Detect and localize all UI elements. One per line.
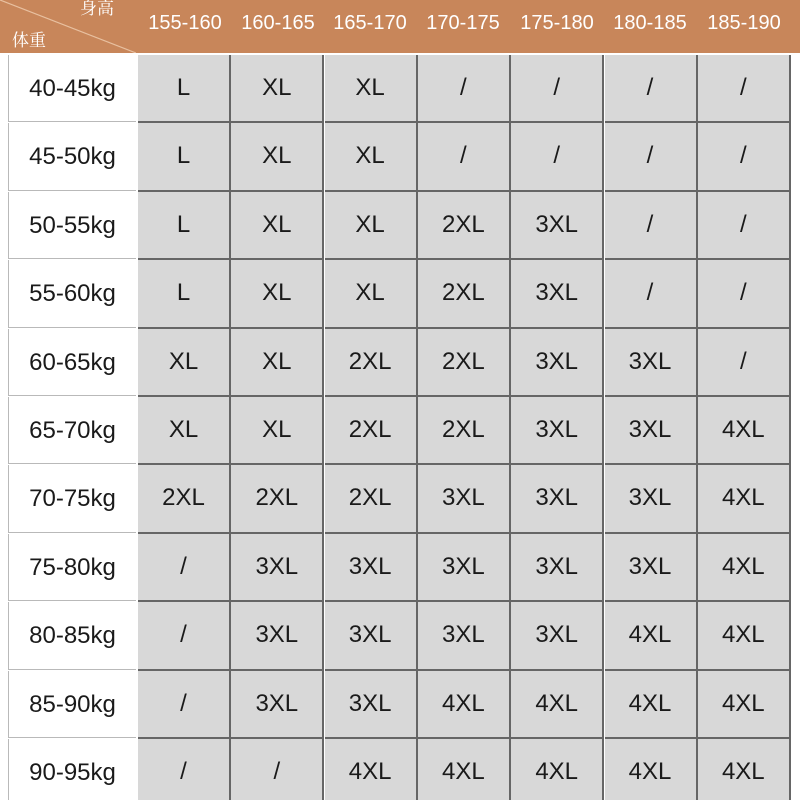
size-cell: 3XL [231, 534, 324, 602]
size-cell: / [605, 192, 698, 260]
height-header: 155-160 [148, 12, 222, 34]
table-row [0, 192, 800, 260]
size-cell: / [605, 55, 698, 123]
size-cell: XL [325, 55, 418, 123]
table-row [0, 671, 800, 739]
height-header: 185-190 [707, 12, 781, 34]
size-cell: 3XL [511, 534, 604, 602]
size-cell: 4XL [698, 671, 791, 739]
size-cell: L [138, 55, 231, 123]
size-cell: / [605, 123, 698, 191]
weight-label: 65-70kg [8, 397, 136, 464]
weight-label: 45-50kg [8, 123, 136, 190]
table-row [0, 397, 800, 465]
size-cell: 2XL [231, 465, 324, 533]
size-cell: 4XL [698, 602, 791, 670]
size-cell: L [138, 192, 231, 260]
size-cell: 4XL [605, 739, 698, 800]
size-cell: / [698, 192, 791, 260]
size-cell: 4XL [325, 739, 418, 800]
size-cell: XL [231, 55, 324, 123]
size-cell: 4XL [698, 465, 791, 533]
size-cell: / [138, 671, 231, 739]
table-row [0, 465, 800, 533]
weight-label: 75-80kg [8, 534, 136, 601]
weight-label: 55-60kg [8, 260, 136, 327]
height-axis-label: 身高 [80, 0, 114, 19]
weight-axis-label: 体重 [12, 31, 46, 51]
size-cell: 2XL [418, 192, 511, 260]
size-cell: / [511, 123, 604, 191]
size-cell: 4XL [698, 397, 791, 465]
size-cell: 4XL [418, 739, 511, 800]
size-cell: 2XL [138, 465, 231, 533]
size-cell: / [605, 260, 698, 328]
size-cell: 3XL [605, 465, 698, 533]
size-cell: 2XL [325, 329, 418, 397]
size-cell: 3XL [511, 192, 604, 260]
header-row [0, 0, 800, 53]
size-cell: 3XL [325, 671, 418, 739]
height-header: 165-170 [333, 12, 407, 34]
size-cell: 3XL [511, 465, 604, 533]
size-cell: XL [231, 329, 324, 397]
size-cell: 3XL [511, 260, 604, 328]
table-row [0, 739, 800, 800]
size-cell: / [698, 123, 791, 191]
size-cell: XL [325, 192, 418, 260]
size-cell: 4XL [511, 739, 604, 800]
size-cell: L [138, 123, 231, 191]
table-row [0, 534, 800, 602]
size-cell: 3XL [418, 602, 511, 670]
weight-label: 70-75kg [8, 465, 136, 532]
height-header: 170-175 [426, 12, 500, 34]
size-cell: / [698, 260, 791, 328]
size-cell: 4XL [605, 602, 698, 670]
size-cell: XL [231, 260, 324, 328]
size-cell: XL [138, 329, 231, 397]
weight-label: 40-45kg [8, 55, 136, 122]
weight-label: 50-55kg [8, 192, 136, 259]
size-cell: 4XL [698, 739, 791, 800]
size-cell: XL [231, 192, 324, 260]
size-cell: / [418, 55, 511, 123]
size-cell: 3XL [605, 397, 698, 465]
size-cell: XL [231, 123, 324, 191]
size-cell: 2XL [325, 397, 418, 465]
weight-label: 90-95kg [8, 739, 136, 800]
size-cell: / [138, 534, 231, 602]
height-header: 175-180 [520, 12, 594, 34]
weight-label: 80-85kg [8, 602, 136, 669]
size-cell: 3XL [605, 534, 698, 602]
table-row [0, 55, 800, 123]
size-cell: 3XL [511, 329, 604, 397]
size-cell: XL [138, 397, 231, 465]
size-cell: 2XL [418, 329, 511, 397]
size-cell: / [138, 739, 231, 800]
size-cell: 3XL [325, 602, 418, 670]
size-cell: / [698, 329, 791, 397]
table-row [0, 329, 800, 397]
size-cell: 3XL [325, 534, 418, 602]
size-cell: 2XL [325, 465, 418, 533]
table-row [0, 123, 800, 191]
size-cell: XL [231, 397, 324, 465]
size-cell: 2XL [418, 260, 511, 328]
size-grid [0, 55, 800, 800]
size-cell: 3XL [231, 602, 324, 670]
size-cell: 3XL [231, 671, 324, 739]
size-cell: 3XL [418, 465, 511, 533]
size-cell: / [418, 123, 511, 191]
size-cell: 4XL [418, 671, 511, 739]
size-cell: 4XL [511, 671, 604, 739]
size-cell: / [511, 55, 604, 123]
size-cell: 3XL [605, 329, 698, 397]
size-cell: 3XL [511, 602, 604, 670]
corner-cell [0, 0, 136, 53]
size-cell: / [231, 739, 324, 800]
size-cell: / [138, 602, 231, 670]
size-cell: XL [325, 260, 418, 328]
size-cell: 3XL [511, 397, 604, 465]
height-header: 180-185 [613, 12, 687, 34]
height-header: 160-165 [241, 12, 315, 34]
size-cell: / [698, 55, 791, 123]
size-cell: L [138, 260, 231, 328]
size-cell: XL [325, 123, 418, 191]
table-row [0, 260, 800, 328]
weight-label: 60-65kg [8, 329, 136, 396]
size-cell: 4XL [698, 534, 791, 602]
size-cell: 4XL [605, 671, 698, 739]
weight-label: 85-90kg [8, 671, 136, 738]
size-cell: 2XL [418, 397, 511, 465]
table-row [0, 602, 800, 670]
size-cell: 3XL [418, 534, 511, 602]
